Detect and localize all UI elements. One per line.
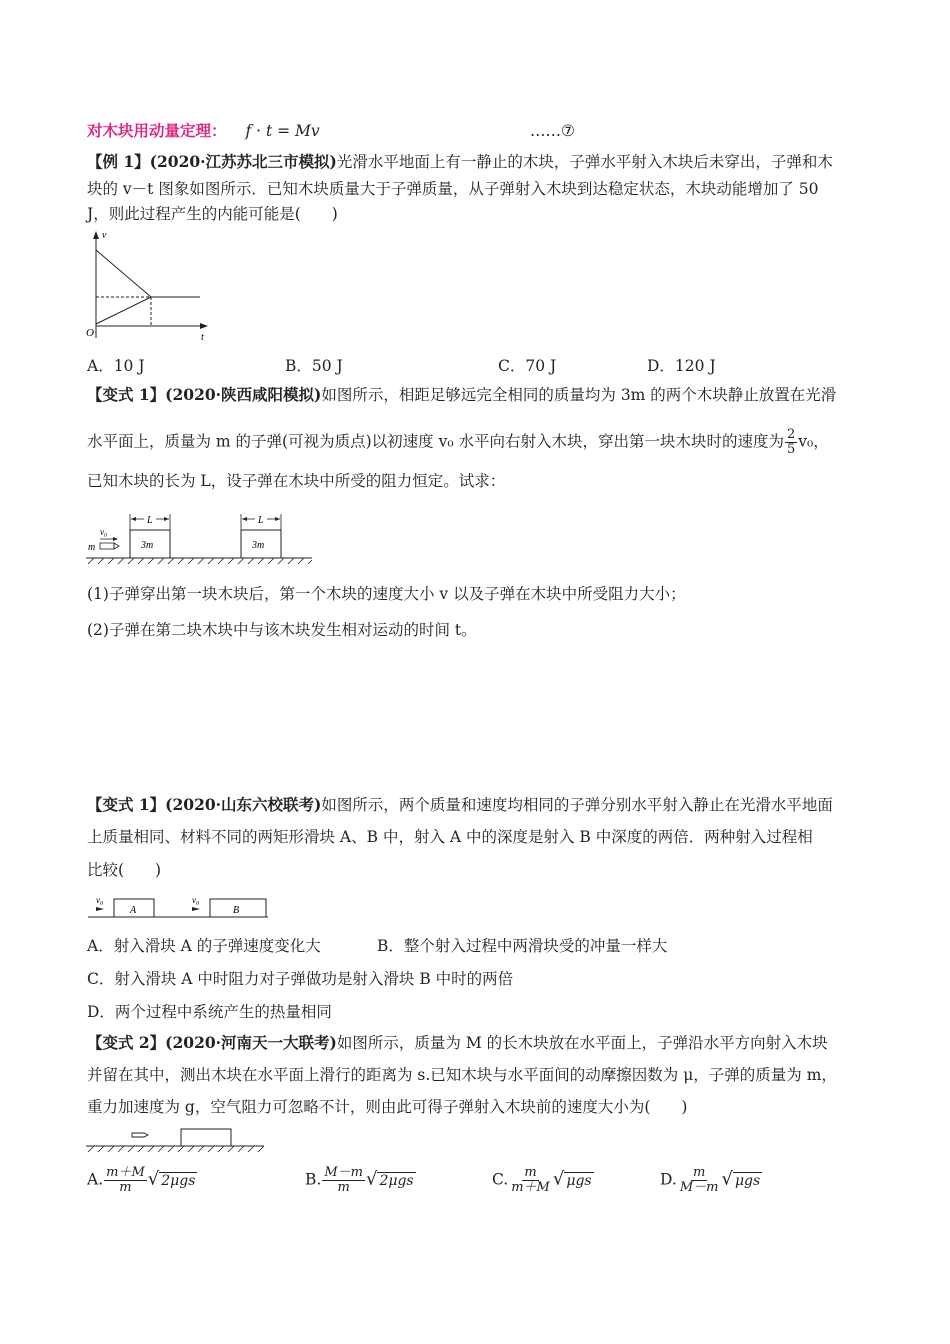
var2-d-den: M－m <box>679 1180 719 1195</box>
var2-a-letter: A. <box>87 1170 104 1189</box>
frac-den: 5 <box>786 442 796 457</box>
block-label-1: 3m <box>141 540 154 551</box>
var2-c-fraction <box>509 1166 552 1195</box>
ex1-line1 <box>87 152 833 172</box>
var1a-tag: 【变式 1】(2020·陕西咸阳模拟) <box>87 385 322 404</box>
block-label-2: 3m <box>252 540 265 551</box>
var1a-q1: (1)子弹穿出第一块木块后，第一个木块的速度大小 v 以及子弹在木块中所受阻力大小； <box>87 585 686 603</box>
var2-line1 <box>87 1033 828 1053</box>
vt-graph <box>84 228 214 346</box>
var1b-option-d: D．两个过程中系统产生的热量相同 <box>87 1003 332 1021</box>
sqrt-symbol: √ <box>365 1168 378 1190</box>
ex1-option-c: C．70 J <box>498 357 557 375</box>
var2-a-fraction <box>104 1166 147 1195</box>
var2-b-den: m <box>337 1180 350 1195</box>
var1a-line1 <box>87 385 836 405</box>
long-block-figure <box>84 1127 268 1155</box>
var2-c-radicand: μgs <box>566 1172 592 1189</box>
var1b-option-b: B．整个射入过程中两滑块受的冲量一样大 <box>377 937 668 955</box>
intro-label: 对木块用动量定理： <box>87 121 227 140</box>
ex1-line2: 块的 v－t 图象如图所示．已知木块质量大于子弹质量，从子弹射入木块到达稳定状态，木块动能增加了 50 <box>87 180 819 198</box>
var2-d-fraction <box>678 1166 721 1195</box>
var1b-option-c: C．射入滑块 A 中时阻力对子弹做功是射入滑块 B 中时的两倍 <box>87 970 514 988</box>
graph-origin: O <box>86 327 94 339</box>
var2-b-num: M－m <box>324 1165 363 1180</box>
ex1-tag: 【例 1】(2020·江苏苏北三市模拟) <box>87 152 337 171</box>
ex1-option-d: D．120 J <box>647 357 716 375</box>
var1a-line3: 已知木块的长为 L，设子弹在木块中所受的阻力恒定。试求： <box>87 472 506 490</box>
var2-d-num: m <box>692 1165 706 1180</box>
var1b-text1: 如图所示，两个质量和速度均相同的子弹分别水平射入静止在光滑水平地面 <box>321 796 833 814</box>
var1a-text2: 水平面上，质量为 m 的子弹(可视为质点)以初速度 v₀ 水平向右射入木块，穿出第一块木块时的速度为 <box>87 432 784 451</box>
bullet-m-label: m <box>88 542 96 553</box>
var2-a-den: m <box>119 1180 132 1195</box>
intro-line <box>87 121 320 141</box>
frac-num: 2 <box>786 427 796 442</box>
intro-formula: f · t = Mv <box>245 122 320 140</box>
two-fifths-fraction <box>785 428 797 457</box>
sqrt-symbol: √ <box>721 1168 733 1190</box>
sqrt-symbol: √ <box>147 1168 160 1190</box>
graph-t-label: t <box>201 332 204 343</box>
var2-c-num: m <box>524 1165 537 1180</box>
ex1-text1: 光滑水平地面上有一静止的木块，子弹水平射入木块后未穿出，子弹和木 <box>336 153 833 171</box>
bullet-v-label-a: v₀ <box>96 895 104 905</box>
var1a-line2 <box>87 428 829 457</box>
ex1-option-a: A．10 J <box>87 357 145 375</box>
bullet-v-label-b: v₀ <box>192 895 200 905</box>
var2-c-den: m＋M <box>511 1180 550 1195</box>
var1b-option-a: A．射入滑块 A 的子弹速度变化大 <box>87 937 321 955</box>
var1a-q2: (2)子弹在第二块木块中与该木块发生相对运动的时间 t。 <box>87 621 477 639</box>
slider-blocks-figure <box>86 893 272 923</box>
var1a-text1: 如图所示，相距足够远完全相同的质量均为 3m 的两个木块静止放置在光滑 <box>321 386 837 404</box>
len-label-1: L <box>147 515 153 526</box>
ex1-option-b: B．50 J <box>285 357 343 375</box>
var2-option-b <box>305 1166 416 1195</box>
var2-line2: 并留在其中，测出木块在水平面上滑行的距离为 s.已知木块与水平面间的动摩擦因数为 μ，子弹的质量为 m， <box>87 1066 837 1084</box>
var2-d-letter: D. <box>660 1170 677 1189</box>
var2-b-letter: B. <box>305 1170 322 1189</box>
block-b-label: B <box>233 905 240 916</box>
var1b-tag: 【变式 1】(2020·山东六校联考) <box>87 795 322 814</box>
var2-b-fraction <box>322 1166 365 1195</box>
graph-v-label: v <box>102 230 107 241</box>
var2-option-c <box>492 1166 594 1195</box>
two-blocks-figure <box>86 506 318 568</box>
var2-tag: 【变式 2】(2020·河南天一大联考) <box>87 1033 337 1052</box>
var1b-line1 <box>87 795 833 815</box>
var2-line3: 重力加速度为 g，空气阻力可忽略不计，则由此可得子弹射入木块前的速度大小为( ) <box>87 1098 688 1116</box>
block-a-label: A <box>130 905 137 916</box>
var1b-line3: 比较( ) <box>87 861 162 879</box>
var2-b-radicand: 2μgs <box>379 1172 414 1189</box>
var2-text1: 如图所示，质量为 M 的长木块放在水平面上，子弹沿水平方向射入木块 <box>336 1034 828 1052</box>
var2-option-d <box>660 1166 762 1195</box>
sqrt-symbol: √ <box>552 1168 565 1190</box>
frac-tail: v₀， <box>798 432 829 451</box>
var2-d-radicand: μgs <box>734 1172 761 1189</box>
ex1-line3: J，则此过程产生的内能可能是( ) <box>87 205 338 223</box>
var2-a-radicand: 2μgs <box>161 1172 196 1189</box>
intro-tail: ……⑦ <box>530 122 575 140</box>
var2-a-num: m＋M <box>106 1165 145 1180</box>
var1b-line2: 上质量相同、材料不同的两矩形滑块 A、B 中，射入 A 中的深度是射入 B 中深度的两倍．两种射入过程相 <box>87 828 813 846</box>
var2-c-letter: C. <box>492 1170 509 1189</box>
len-label-2: L <box>258 515 264 526</box>
var2-option-a <box>87 1166 197 1195</box>
bullet-v-label: v₀ <box>100 527 108 537</box>
